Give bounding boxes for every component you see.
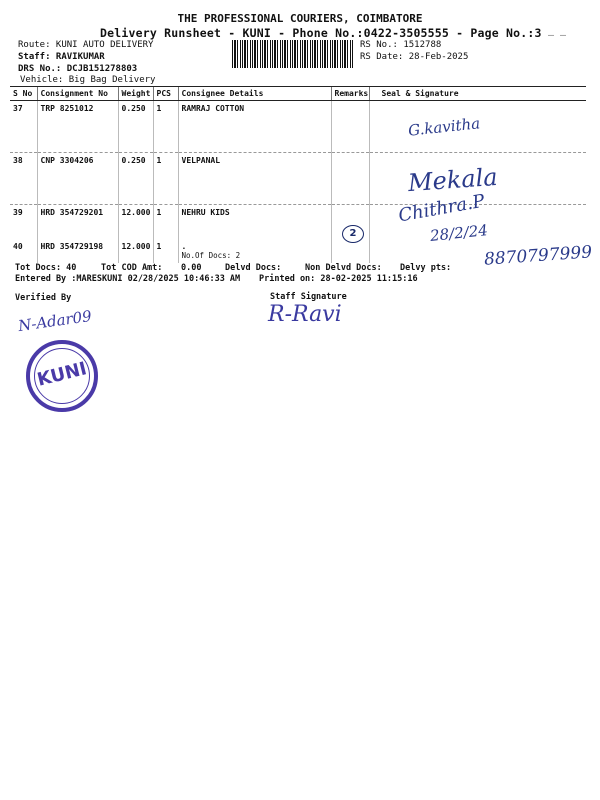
cell-pcs: 1 <box>153 101 178 153</box>
remark-circle: 2 <box>342 225 364 243</box>
staff-signature: R-Ravi <box>268 302 342 327</box>
col-header-seal: Seal & Signature <box>369 87 586 101</box>
printed-on: Printed on: 28-02-2025 11:15:16 <box>259 274 418 284</box>
cell-pcs: 1 <box>153 205 178 239</box>
table-row <box>10 101 586 153</box>
drs-number: DRS No.: DCJB151278803 <box>18 64 138 74</box>
col-header-remarks: Remarks <box>331 87 369 101</box>
cell-sno: 38 <box>10 153 37 205</box>
col-header-weight: Weight <box>118 87 153 101</box>
delvd-docs: Delvd Docs: <box>225 263 282 273</box>
cell-weight: 12.000 <box>118 239 153 263</box>
cell-consignee: RAMRAJ COTTON <box>178 101 331 153</box>
barcode <box>232 40 354 68</box>
tot-cod-value: 0.00 <box>181 263 202 273</box>
docs-note: No.Of Docs: 2 <box>181 250 241 260</box>
runsheet-table <box>10 86 586 263</box>
col-header-consignment: Consignment No <box>37 87 118 101</box>
handwritten-phone: 8870797999 <box>483 242 593 270</box>
cell-weight: 0.250 <box>118 101 153 153</box>
cell-remarks <box>331 153 369 205</box>
col-header-pcs: PCS <box>153 87 178 101</box>
cell-weight: 0.250 <box>118 153 153 205</box>
col-header-sno: S No <box>10 87 37 101</box>
cell-consignment: HRD 354729201 <box>37 205 118 239</box>
cell-weight: 12.000 <box>118 205 153 239</box>
signature-chithra: Chithra.P <box>396 190 487 227</box>
delvy-pts: Delvy pts: <box>400 263 452 273</box>
handwritten-date: 28/2/24 <box>429 221 489 245</box>
consignee-value: . <box>181 241 187 251</box>
stamp-text: KUNI <box>35 358 89 391</box>
col-header-consignee: Consignee Details <box>178 87 331 101</box>
cell-consignee <box>178 239 331 263</box>
cell-pcs: 1 <box>153 239 178 263</box>
table-row <box>10 153 586 205</box>
cell-consignment: CNP 3304206 <box>37 153 118 205</box>
cell-pcs: 1 <box>153 153 178 205</box>
cell-consignment: TRP 8251012 <box>37 101 118 153</box>
rs-number: RS No.: 1512788 <box>360 40 442 50</box>
cell-consignment: HRD 354729198 <box>37 239 118 263</box>
cell-consignee: NEHRU KIDS <box>178 205 331 239</box>
entered-by: Entered By :MARESKUNI 02/28/2025 10:46:33 AM <box>15 274 241 284</box>
cell-sno: 40 <box>13 241 23 251</box>
rs-date: RS Date: 28-Feb-2025 <box>360 52 469 62</box>
cell-sno: 39 <box>13 208 23 217</box>
page-subtitle: Delivery Runsheet - KUNI - Phone No.:0422-3505555 - Page No.:3 <box>100 26 542 40</box>
table-row <box>10 205 586 239</box>
page-title: THE PROFESSIONAL COURIERS, COIMBATORE <box>177 12 423 25</box>
verified-signature: N-Adar09 <box>17 306 93 336</box>
route-label: Route: KUNI AUTO DELIVERY <box>18 40 154 50</box>
cell-remarks <box>331 101 369 153</box>
signature-kavitha: G.kavitha <box>407 114 481 140</box>
cell-sno: 37 <box>10 101 37 153</box>
table-header-row <box>10 87 586 101</box>
vehicle-label: Vehicle: Big Bag Delivery <box>20 75 156 85</box>
dash-mark: — — <box>548 30 567 41</box>
non-delvd-docs: Non Delvd Docs: <box>305 263 382 273</box>
staff-label: Staff: RAVIKUMAR <box>18 52 105 62</box>
tot-cod-label: Tot COD Amt: <box>101 263 163 273</box>
kuni-stamp <box>26 340 98 412</box>
verified-by-label: Verified By <box>15 293 72 303</box>
tot-docs: Tot Docs: 40 <box>15 263 77 273</box>
cell-consignee: VELPANAL <box>178 153 331 205</box>
signature-mekala: Mekala <box>407 162 499 198</box>
staff-signature-label: Staff Signature <box>270 292 347 302</box>
